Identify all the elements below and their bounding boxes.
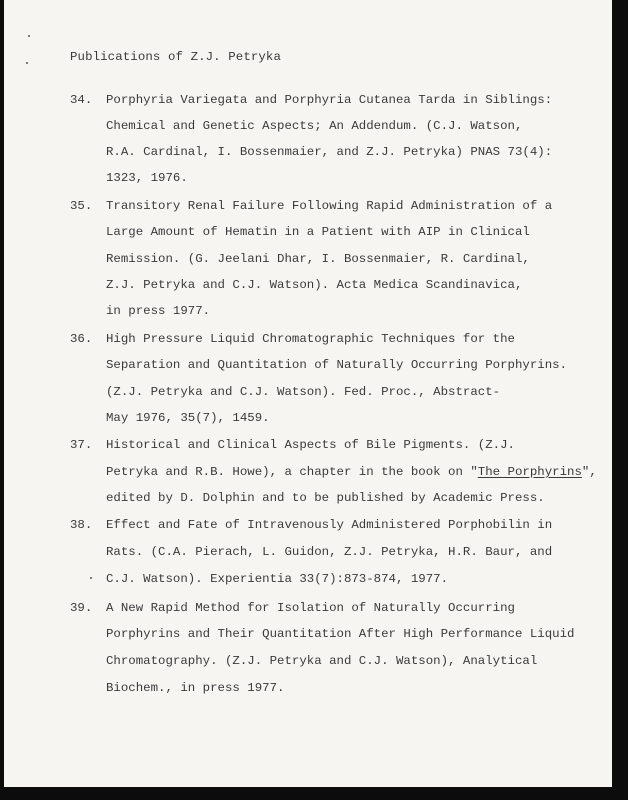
entry-line <box>106 465 597 479</box>
entry-line-text: ", <box>581 465 597 479</box>
entry-line: Porphyria Variegata and Porphyria Cutanea Tarda in Siblings: <box>106 93 553 107</box>
entry-line: High Pressure Liquid Chromatographic Techniques for the <box>106 332 515 346</box>
entry-line: in press 1977. <box>106 304 211 318</box>
entry-number: 38. <box>70 518 93 532</box>
entry-line: C.J. Watson). Experientia 33(7):873-874, 1977. <box>106 572 449 586</box>
entry-line: Chemical and Genetic Aspects; An Addendum. (C.J. Watson, <box>106 119 523 133</box>
entry-line: R.A. Cardinal, I. Bossenmaier, and Z.J. Petryka) PNAS 73(4): <box>106 145 553 159</box>
entry-line: Large Amount of Hematin in a Patient with AIP in Clinical <box>106 225 530 239</box>
margin-mark <box>90 577 92 579</box>
entry-line: Remission. (G. Jeelani Dhar, I. Bossenmaier, R. Cardinal, <box>106 252 530 266</box>
entry-number: 37. <box>70 438 93 452</box>
entry-line: Chromatography. (Z.J. Petryka and C.J. Watson), Analytical <box>106 654 538 668</box>
entry-line: Z.J. Petryka and C.J. Watson). Acta Medica Scandinavica, <box>106 278 523 292</box>
entry-line: Biochem., in press 1977. <box>106 681 285 695</box>
entry-line: Transitory Renal Failure Following Rapid Administration of a <box>106 199 553 213</box>
entry-line: 1323, 1976. <box>106 171 188 185</box>
entry-line-text: Petryka and R.B. Howe), a chapter in the book on " <box>106 465 478 479</box>
entry-line: Separation and Quantitation of Naturally Occurring Porphyrins. <box>106 358 568 372</box>
entry-line: May 1976, 35(7), 1459. <box>106 411 270 425</box>
entry-line: Rats. (C.A. Pierach, L. Guidon, Z.J. Petryka, H.R. Baur, and <box>106 545 553 559</box>
entry-number: 36. <box>70 332 93 346</box>
entry-line: Effect and Fate of Intravenously Administered Porphobilin in <box>106 518 553 532</box>
entry-line: A New Rapid Method for Isolation of Naturally Occurring <box>106 601 515 615</box>
entry-number: 35. <box>70 199 93 213</box>
entry-line: Historical and Clinical Aspects of Bile Pigments. (Z.J. <box>106 438 515 452</box>
entry-number: 34. <box>70 93 93 107</box>
entry-line: edited by D. Dolphin and to be published by Academic Press. <box>106 491 545 505</box>
margin-mark <box>26 62 28 64</box>
document-page <box>4 0 612 787</box>
entry-number: 39. <box>70 601 93 615</box>
entry-line: (Z.J. Petryka and C.J. Watson). Fed. Proc., Abstract- <box>106 385 501 399</box>
entry-line: Porphyrins and Their Quantitation After High Performance Liquid <box>106 627 575 641</box>
margin-mark <box>28 35 30 37</box>
book-title: The Porphyrins <box>477 465 582 479</box>
page-title: Publications of Z.J. Petryka <box>70 50 281 64</box>
